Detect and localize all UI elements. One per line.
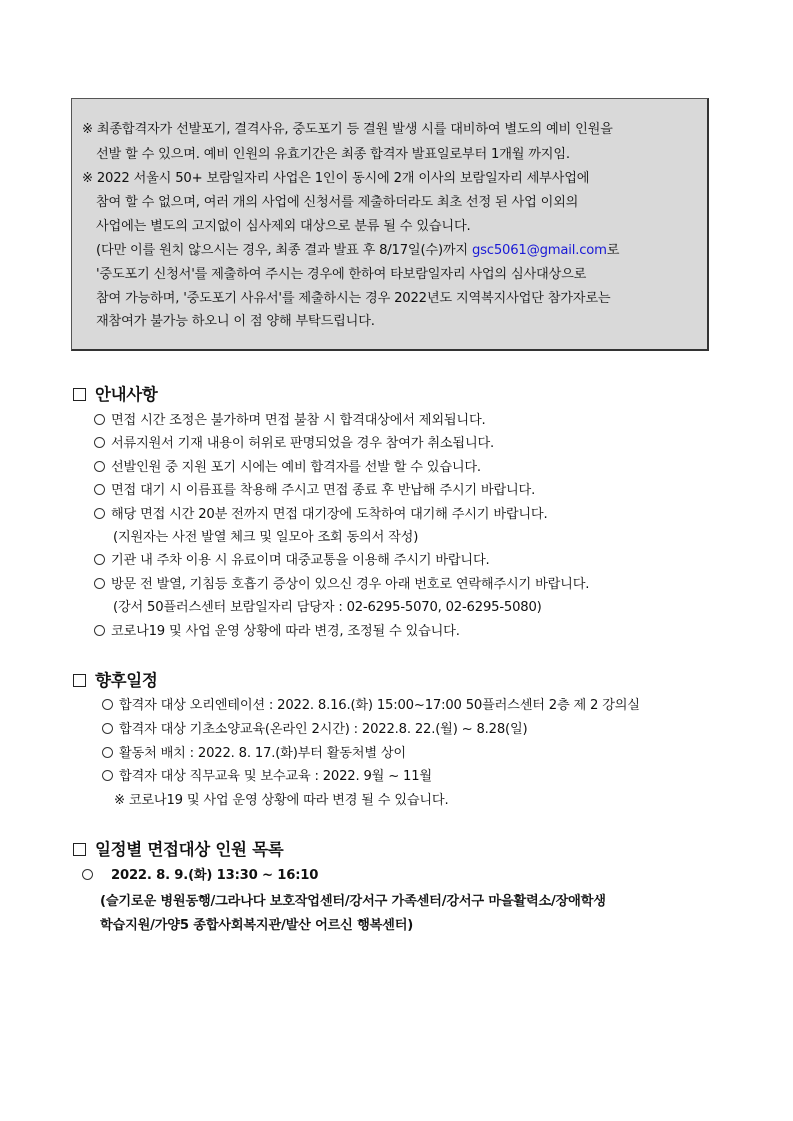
list-item: 면접 대기 시 이름표를 착용해 주시고 면접 종료 후 반납해 주시기 바랍니다. <box>94 482 535 500</box>
notice-line: 참여 가능하며, '중도포기 사유서'를 제출하시는 경우 2022년도 지역복지사업단 참가자로는 <box>96 291 611 306</box>
list-item-continuation: 학습지원/가양5 종합사회복지관/발산 어르신 행복센터) <box>100 918 414 933</box>
notice-line: ※ 최종합격자가 선발포기, 결격사유, 중도포기 등 결원 발생 시를 대비하여 별도의 예비 인원을 <box>82 122 613 137</box>
circle-bullet-icon <box>94 437 105 448</box>
notice-line: 재참여가 불가능 하오니 이 점 양해 부탁드립니다. <box>96 314 375 329</box>
notice-line: 사업에는 별도의 고지없이 심사제외 대상으로 분류 될 수 있습니다. <box>96 219 471 234</box>
list-item: 서류지원서 기재 내용이 허위로 판명되었을 경우 참여가 취소됩니다. <box>94 435 494 453</box>
section-title: 안내사항 <box>95 385 158 404</box>
list-item-continuation: (슬기로운 병원동행/그라나다 보호작업센터/강서구 가족센터/강서구 마을활력소/장애학생 <box>100 894 606 909</box>
circle-bullet-icon <box>94 554 105 565</box>
circle-bullet-icon <box>102 723 113 734</box>
email-link[interactable]: gsc5061@gmail.com <box>471 243 607 258</box>
list-item: 활동처 배치 : 2022. 8. 17.(화)부터 활동처별 상이 <box>102 745 406 763</box>
notice-line-with-email <box>96 242 619 260</box>
section-header-interview-list <box>73 839 283 861</box>
circle-bullet-icon <box>94 625 105 636</box>
circle-bullet-icon <box>82 869 93 880</box>
list-item: 합격자 대상 기초소양교육(온라인 2시간) : 2022.8. 22.(월) ~ 8.28(일) <box>102 721 527 739</box>
checkbox-square-icon <box>73 843 86 856</box>
list-item: 해당 면접 시간 20분 전까지 면접 대기장에 도착하여 대기해 주시기 바랍니다. <box>94 506 547 524</box>
list-item-continuation: (강서 50플러스센터 보람일자리 담당자 : 02-6295-5070, 02-6295-5080) <box>113 600 542 615</box>
notice-line-suffix: 로 <box>606 243 620 258</box>
circle-bullet-icon <box>102 699 113 710</box>
list-item: 코로나19 및 사업 운영 상황에 따라 변경, 조정될 수 있습니다. <box>94 623 460 641</box>
list-item: 기관 내 주차 이용 시 유료이며 대중교통을 이용해 주시기 바랍니다. <box>94 552 489 570</box>
list-item: 선발인원 중 지원 포기 시에는 예비 합격자를 선발 할 수 있습니다. <box>94 459 481 477</box>
checkbox-square-icon <box>73 674 86 687</box>
notice-line-text: (다만 이를 원치 않으시는 경우, 최종 결과 발표 후 8/17일(수)까지 <box>96 243 472 258</box>
notice-line: ※ 2022 서울시 50+ 보람일자리 사업은 1인이 동시에 2개 이사의 보람일자리 세부사업에 <box>82 171 590 186</box>
list-item: 합격자 대상 오리엔테이션 : 2022. 8.16.(화) 15:00~17:00 50플러스센터 2층 제 2 강의실 <box>102 697 640 715</box>
circle-bullet-icon <box>94 414 105 425</box>
notice-line: 선발 할 수 있으며. 예비 인원의 유효기간은 최종 합격자 발표일로부터 1개월 까지임. <box>96 147 570 162</box>
list-item: 방문 전 발열, 기침등 호흡기 증상이 있으신 경우 아래 번호로 연락해주시기 바랍니다. <box>94 576 589 594</box>
section-title: 향후일정 <box>95 671 158 690</box>
circle-bullet-icon <box>102 747 113 758</box>
circle-bullet-icon <box>94 484 105 495</box>
list-item-continuation: (지원자는 사전 발열 체크 및 일모아 조회 동의서 작성) <box>113 530 419 545</box>
circle-bullet-icon <box>94 578 105 589</box>
list-item: 면접 시간 조정은 불가하며 면접 불참 시 합격대상에서 제외됩니다. <box>94 412 485 430</box>
section-title: 일정별 면접대상 인원 목록 <box>95 840 284 859</box>
notice-line: '중도포기 신청서'를 제출하여 주시는 경우에 한하여 타보람일자리 사업의 심사대상으로 <box>96 267 587 282</box>
notice-line: 참여 할 수 없으며, 여러 개의 사업에 신청서를 제출하더라도 최초 선정 된 사업 이외의 <box>96 195 579 210</box>
circle-bullet-icon <box>102 770 113 781</box>
section-header-schedule <box>73 670 158 692</box>
circle-bullet-icon <box>94 461 105 472</box>
circle-bullet-icon <box>94 508 105 519</box>
list-item-date: 2022. 8. 9.(화) 13:30 ~ 16:10 <box>82 867 318 885</box>
list-note: ※ 코로나19 및 사업 운영 상황에 따라 변경 될 수 있습니다. <box>114 793 449 808</box>
list-item: 합격자 대상 직무교육 및 보수교육 : 2022. 9월 ~ 11월 <box>102 768 432 786</box>
section-header-guidance <box>73 384 158 406</box>
checkbox-square-icon <box>73 388 86 401</box>
